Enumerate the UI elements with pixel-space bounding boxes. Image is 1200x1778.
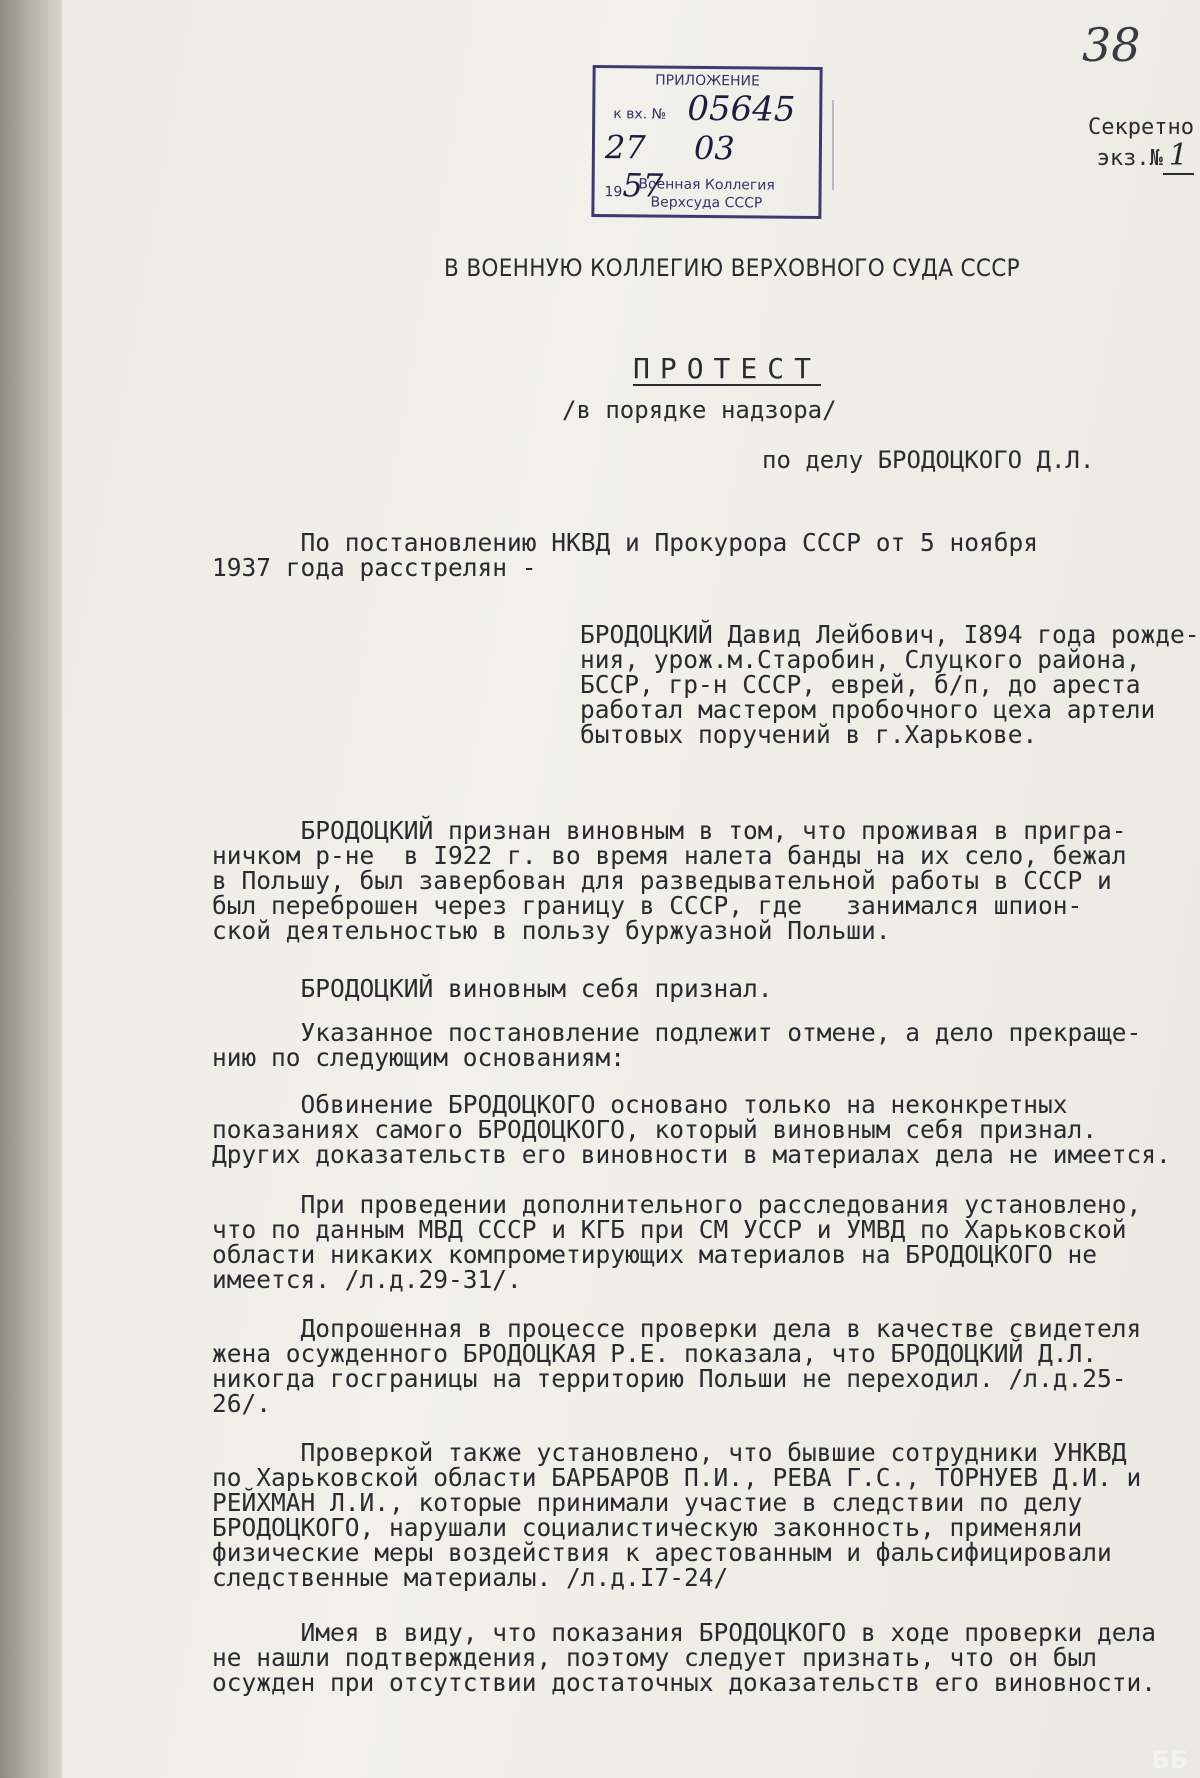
stamp-prefix: к вх. № <box>613 106 667 123</box>
addressee: В ВОЕННУЮ КОЛЛЕГИЮ ВЕРХОВНОГО СУДА СССР <box>444 254 1020 282</box>
copy-line <box>994 138 1194 173</box>
page-number: 38 <box>1082 18 1141 72</box>
stamp-day: 27 <box>604 128 646 167</box>
stamp-year-prefix: 19 <box>604 184 623 201</box>
copy-number: 1 <box>1163 138 1194 175</box>
person-details: БРОДОЦКИЙ Давид Лейбович, I894 года рожде- ния, урож.м.Старобин, Слуцкого района, БССР, гр-н СССР, еврей, б/п, до ареста работал мастером пробочного цеха артели бытовых поручений в г.Харькове. <box>580 620 1200 749</box>
registration-stamp <box>591 65 822 219</box>
stamp-number: 05645 <box>687 88 796 130</box>
copy-label: экз.№ <box>1096 146 1163 171</box>
classification-label: Секретно <box>1088 115 1194 140</box>
paragraph-1: По постановлению НКВД и Прокурора СССР от 5 ноября 1937 года расстрелян - <box>212 528 1039 582</box>
document-title: ПРОТЕСТ <box>632 352 821 385</box>
stamp-month: 03 <box>693 128 735 168</box>
document-case: по делу БРОДОЦКОГО Д.Л. <box>762 446 1095 474</box>
document-page <box>62 0 1200 1778</box>
watermark: ББ <box>1151 1746 1188 1774</box>
classification-block <box>994 114 1194 173</box>
paragraph-4: Указанное постановление подлежит отмене, а дело прекраще- нию по следующим основаниям: <box>212 1018 1142 1072</box>
stamp-pencil-mark <box>832 100 864 190</box>
stamp-year-suffix: 57 <box>622 166 664 205</box>
document-subtitle: /в порядке надзора/ <box>562 396 837 424</box>
paragraph-8: Проверкой также установлено, что бывшие сотрудники УНКВД по Харьковской области БАРБАРОВ П.И., РЕВА Г.С., ТОРНУЕВ Д.И. и РЕЙХМАН Л.И., которые принимали участие в следствии по делу БРОДОЦКОГО, нарушали социалистическую законность, применяли физические меры воздействия к арестованным и фальсифицировали следственные материалы. /л.д.I7-24/ <box>212 1438 1142 1592</box>
paragraph-3: БРОДОЦКИЙ виновным себя признал. <box>212 974 773 1003</box>
paragraph-9: Имея в виду, что показания БРОДОЦКОГО в ходе проверки дела не нашли подтверждения, поэтому следует признать, что он был осужден при отсутствии достаточных доказательств его виновности. <box>212 1618 1157 1697</box>
paragraph-5: Обвинение БРОДОЦКОГО основано только на неконкретных показаниях самого БРОДОЦКОГО, который виновным себя признал. Других доказательств его виновности в материалах дела не имеется. <box>212 1090 1171 1169</box>
stamp-title: ПРИЛОЖЕНИЕ <box>655 72 760 90</box>
stamp-org-line2: Верхсуда СССР <box>650 194 763 212</box>
stamp-org-line1: Военная Коллегия <box>638 176 775 194</box>
binder-edge <box>0 0 62 1778</box>
paragraph-2: БРОДОЦКИЙ признан виновным в том, что проживая в пригра- ничком р-не в I922 г. во время налета банды на их село, бежал в Польшу, был завербован для разведывательной работы в СССР и был переброшен через границу в СССР, где занимался шпион- ской деятельностью в пользу буржуазной Польши. <box>212 816 1127 945</box>
paragraph-7: Допрошенная в процессе проверки дела в качестве свидетеля жена осужденного БРОДОЦКАЯ Р.Е. показала, что БРОДОЦКИЙ Д.Л. никогда госграницы на территорию Польши не переходил. /л.д.25- 26/. <box>212 1314 1142 1418</box>
paragraph-6: При проведении дополнительного расследования установлено, что по данным МВД СССР и КГБ при СМ УССР и УМВД по Харьковской области никаких компрометирующих материалов на БРОДОЦКОГО не имеется. /л.д.29-31/. <box>212 1190 1142 1294</box>
